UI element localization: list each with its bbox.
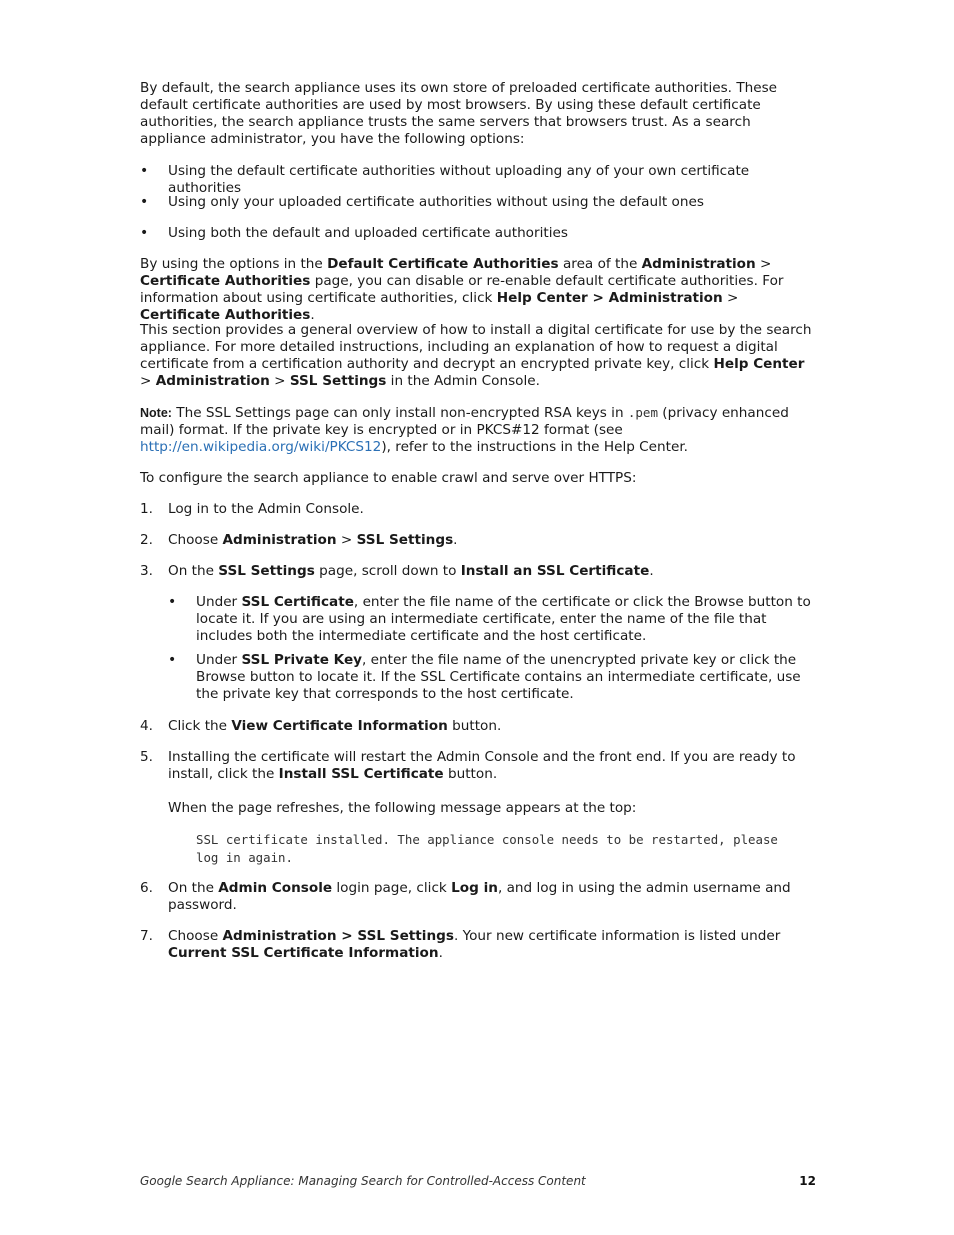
step-number: 4. xyxy=(140,718,153,734)
step-number: 6. xyxy=(140,880,153,896)
option-bullet-1: Using the default certificate authorities without uploading any of your own certificate authorities xyxy=(168,163,750,196)
bullet-glyph: • xyxy=(168,594,177,610)
step-7: Choose Administration > SSL Settings. Your new certificate information is listed under Current SSL Certificate Information. xyxy=(168,928,781,961)
step-6: On the Admin Console login page, click Log in, and log in using the admin username and password. xyxy=(168,880,791,913)
note-label: Note: xyxy=(140,406,172,420)
bullet-glyph: • xyxy=(140,194,149,210)
step-1: Log in to the Admin Console. xyxy=(168,501,364,517)
step-number: 7. xyxy=(140,928,153,944)
options-paragraph: By using the options in the Default Certificate Authorities area of the Administration > Certificate Authorities page, you can disable or re-enable default certificate authorities. For information about using certificate authorities, click Help Center > Administration > Certificate Authorities. xyxy=(140,256,784,323)
step-5: Installing the certificate will restart the Admin Console and the front end. If you are ready to install, click the Install SSL Certificate button. xyxy=(168,749,796,782)
step-4: Click the View Certificate Information button. xyxy=(168,718,502,734)
step-2: Choose Administration > SSL Settings. xyxy=(168,532,458,548)
pkcs12-link[interactable]: http://en.wikipedia.org/wiki/PKCS12 xyxy=(140,439,382,455)
note-paragraph: Note: The SSL Settings page can only install non-encrypted RSA keys in .pem (privacy enhanced mail) format. If the private key is encrypted or in PKCS#12 format (see http://en.wikipedia.org/wiki/PKCS12), refer to the instructions in the Help Center. xyxy=(140,405,789,455)
step-number: 3. xyxy=(140,563,153,579)
bullet-glyph: • xyxy=(140,225,149,241)
configure-paragraph: To configure the search appliance to enable crawl and serve over HTTPS: xyxy=(140,470,637,486)
bullet-glyph: • xyxy=(140,163,149,179)
step-number: 1. xyxy=(140,501,153,517)
step-number: 5. xyxy=(140,749,153,765)
restart-message-line-1: SSL certificate installed. The appliance console needs to be restarted, please xyxy=(196,832,778,847)
step-number: 2. xyxy=(140,532,153,548)
page-number: 12 xyxy=(799,1174,816,1188)
page-footer xyxy=(140,1173,816,1190)
step-3: On the SSL Settings page, scroll down to Install an SSL Certificate. xyxy=(168,563,654,579)
intro-paragraph: By default, the search appliance uses its own store of preloaded certificate authorities. These default certificate authorities are used by most browsers. By using these default certificate authorities, the search appliance trusts the same servers that browsers trust. As a search appliance administrator, you have the following options: xyxy=(140,80,778,147)
option-bullet-2: Using only your uploaded certificate authorities without using the default ones xyxy=(168,194,704,210)
bullet-glyph: • xyxy=(168,652,177,668)
option-bullet-3: Using both the default and uploaded certificate authorities xyxy=(168,225,568,241)
overview-paragraph: This section provides a general overview of how to install a digital certificate for use by the search appliance. For more detailed instructions, including an explanation of how to request a digital certificate from a certification authority and decrypt an encrypted private key, click Help Center > Administration > SSL Settings in the Admin Console. xyxy=(140,322,812,389)
footer-title: Google Search Appliance: Managing Search for Controlled-Access Content xyxy=(140,1174,586,1188)
pem-code: .pem xyxy=(627,405,658,420)
step-3-ssl-certificate: Under SSL Certificate, enter the file name of the certificate or click the Browse button to locate it. If you are using an intermediate certificate, enter the name of the file that includes both the intermediate certificate and the host certificate. xyxy=(196,594,811,644)
step-3-ssl-private-key: Under SSL Private Key, enter the file name of the unencrypted private key or click the Browse button to locate it. If the SSL Certificate contains an intermediate certificate, use the private key that corresponds to the host certificate. xyxy=(196,652,801,702)
restart-message-line-2: log in again. xyxy=(196,850,293,865)
step-5-refresh-text: When the page refreshes, the following message appears at the top: xyxy=(168,800,637,816)
